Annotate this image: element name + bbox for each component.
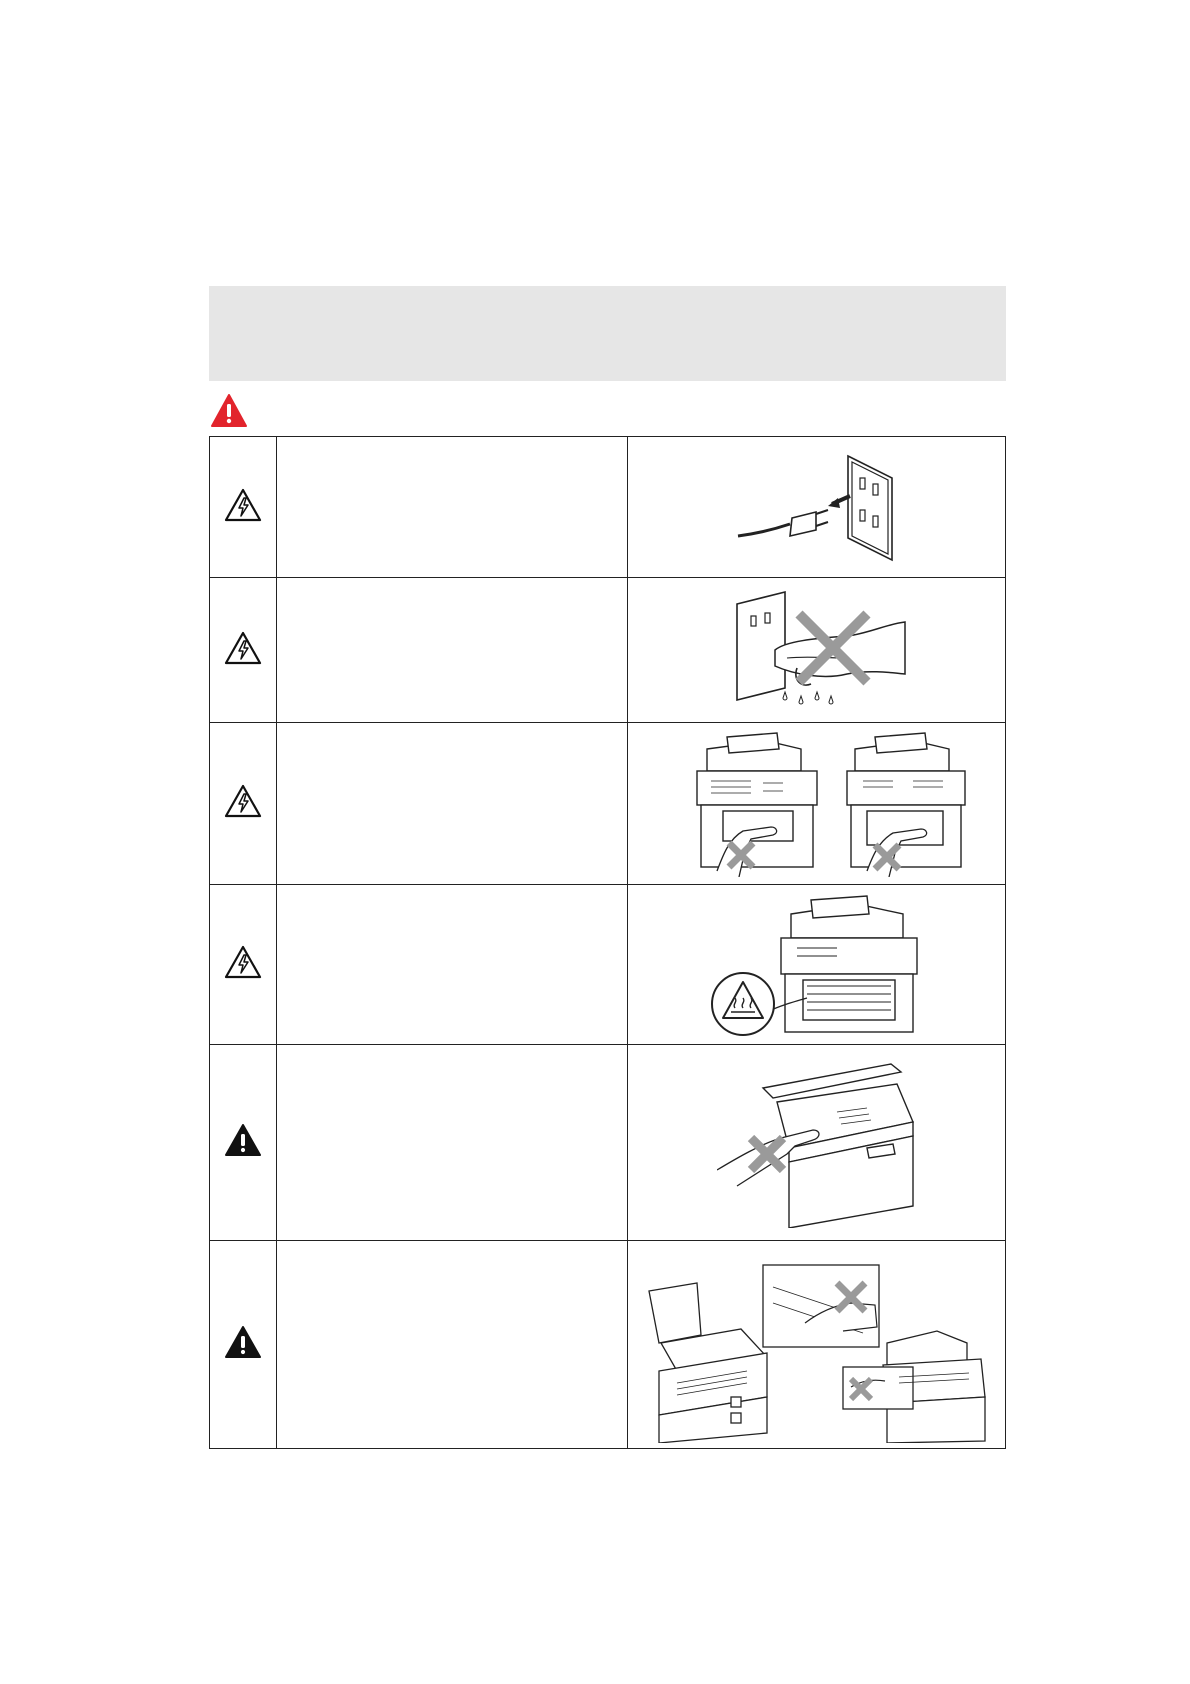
text-cell: [277, 1241, 628, 1449]
do-not-touch-feeder-and-tray-illustration: [637, 1247, 997, 1443]
electrical-hazard-icon: [223, 783, 263, 819]
electrical-hazard-icon: [223, 630, 263, 666]
symbol-cell: [210, 1241, 277, 1449]
text-cell: [277, 1045, 628, 1241]
electrical-hazard-icon: [223, 487, 263, 523]
illustration-cell: [628, 1045, 1006, 1241]
symbol-cell: [210, 437, 277, 578]
table-row: [210, 437, 1006, 578]
symbol-cell: [210, 1045, 277, 1241]
table-row: [210, 1045, 1006, 1241]
illustration-cell: [628, 1241, 1006, 1449]
symbol-cell: [210, 578, 277, 723]
hot-fuser-warning-illustration: [707, 894, 927, 1036]
symbol-cell: [210, 885, 277, 1045]
text-cell: [277, 723, 628, 885]
text-cell: [277, 578, 628, 723]
illustration-cell: [628, 578, 1006, 723]
warning-triangle-icon: [210, 393, 248, 428]
table-row: [210, 723, 1006, 885]
caution-icon: [223, 1324, 263, 1360]
unplug-power-cord-illustration: [732, 448, 902, 566]
table-row: [210, 578, 1006, 723]
illustration-cell: [628, 723, 1006, 885]
section-title-band: [209, 286, 1006, 381]
table-row: [210, 1241, 1006, 1449]
caution-icon: [223, 1122, 263, 1158]
text-cell: [277, 437, 628, 578]
illustration-cell: [628, 437, 1006, 578]
symbol-cell: [210, 723, 277, 885]
electrical-hazard-icon: [223, 944, 263, 980]
text-cell: [277, 885, 628, 1045]
safety-table: [209, 436, 1006, 1449]
table-row: [210, 885, 1006, 1045]
wet-hands-plug-prohibited-illustration: [727, 588, 907, 712]
do-not-place-hand-on-scanner-illustration: [717, 1058, 917, 1228]
illustration-cell: [628, 885, 1006, 1045]
do-not-touch-inside-machine-illustration: [667, 731, 967, 877]
